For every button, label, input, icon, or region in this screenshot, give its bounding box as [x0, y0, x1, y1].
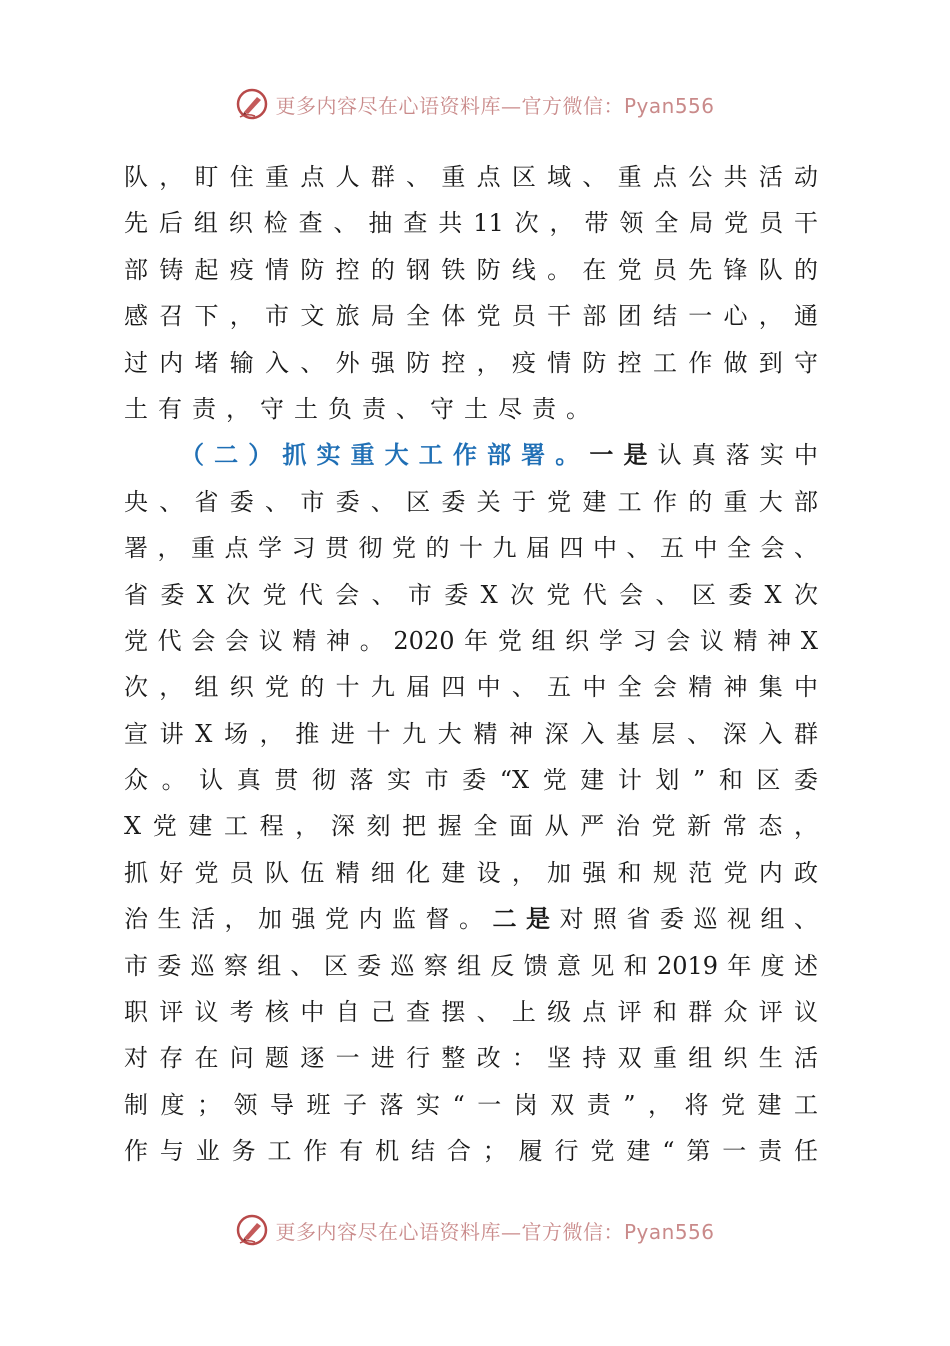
- text-line: 次，组织党的十九届四中、五中全会精神集中: [124, 673, 818, 702]
- point-marker-one: 一是: [589, 440, 658, 470]
- watermark-footer: [0, 1210, 950, 1250]
- watermark-wechat-id: Pyan556: [623, 1219, 715, 1244]
- section-heading-line: [124, 432, 818, 478]
- text-line: 部铸起疫情防控的钢铁防线。在党员先锋队的: [124, 255, 818, 284]
- text-line: 土有责，守土负责、守土尽责。: [124, 394, 600, 423]
- text-line-with-marker: [124, 896, 818, 942]
- text-line: 对存在问题逐一进行整改：坚持双重组织生活: [124, 1044, 818, 1073]
- pen-logo-icon: [235, 87, 269, 121]
- section-heading: （二）抓实重大工作部署。: [180, 440, 590, 470]
- text-line: 市委巡察组、区委巡察组反馈意见和2019年度述: [124, 951, 818, 980]
- watermark-wechat-id: Pyan556: [623, 93, 715, 118]
- text-line: 制度；领导班子落实“一岗双责”，将党建工: [124, 1090, 818, 1119]
- text-line: X党建工程，深刻把握全面从严治党新常态，: [124, 812, 818, 841]
- text-span: 认真落实中: [657, 441, 819, 470]
- text-line: 先后组织检查、抽查共11次，带领全局党员干: [124, 209, 818, 238]
- text-line: 队，盯住重点人群、重点区域、重点公共活动: [124, 163, 818, 191]
- text-line: 央、省委、市委、区委关于党建工作的重大部: [124, 487, 818, 516]
- text-span: 治生活，加强党内监督。: [124, 905, 493, 934]
- watermark-text: 更多内容尽在心语资料库—官方微信：: [275, 1219, 624, 1244]
- text-line: 抓好党员队伍精细化建设，加强和规范党内政: [124, 858, 818, 887]
- text-line: 省委X次党代会、市委X次党代会、区委X次: [124, 580, 818, 609]
- watermark-header: [0, 84, 950, 124]
- text-line: 署，重点学习贯彻党的十九届四中、五中全会、: [124, 534, 818, 563]
- text-line: 作与业务工作有机结合；履行党建“第一责任: [124, 1137, 818, 1166]
- text-line: 职评议考核中自己查摆、上级点评和群众评议: [124, 998, 818, 1027]
- text-line: 党代会会议精神。2020年党组织学习会议精神X: [124, 626, 818, 655]
- text-span: 对照省委巡视组、: [559, 905, 818, 934]
- document-body: [124, 154, 844, 1175]
- text-line: 宣讲X场，推进十九大精神深入基层、深入群: [124, 719, 818, 748]
- text-line: 感召下，市文旅局全体党员干部团结一心，通: [124, 302, 818, 331]
- pen-logo-icon: [235, 1213, 269, 1247]
- text-line: 众。认真贯彻落实市委“X党建计划”和区委: [124, 766, 818, 795]
- watermark-text: 更多内容尽在心语资料库—官方微信：: [275, 93, 624, 118]
- point-marker-two: 二是: [492, 904, 560, 934]
- text-line: 过内堵输入、外强防控，疫情防控工作做到守: [124, 348, 818, 377]
